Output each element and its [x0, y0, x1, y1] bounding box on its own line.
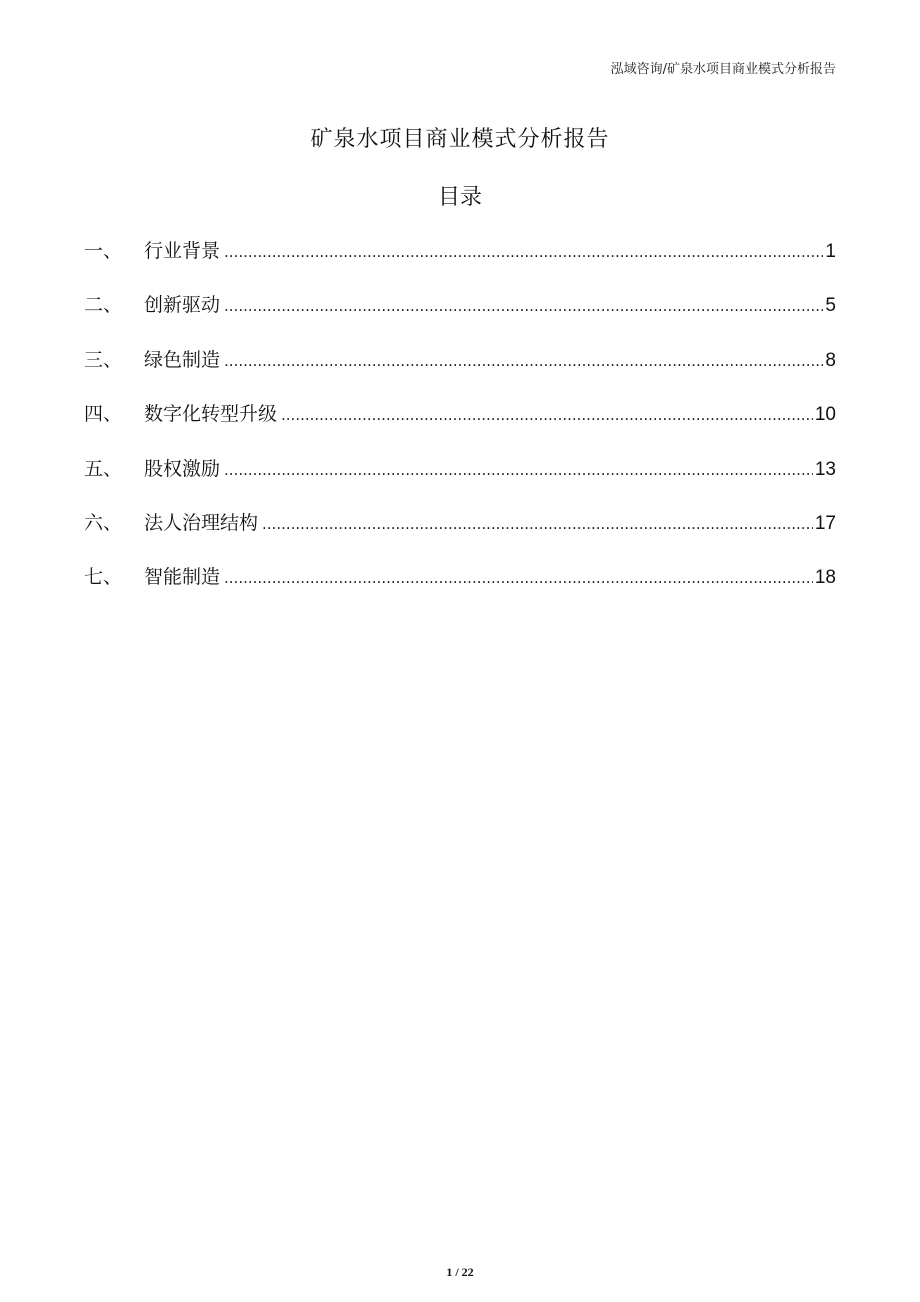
- dot-leader: [224, 448, 813, 492]
- toc-entry-label: 绿色制造: [144, 348, 221, 371]
- toc-entry-number: 三、: [84, 348, 123, 371]
- toc-entry-page: 10: [814, 404, 836, 426]
- toc-entry-label: 智能制造: [144, 566, 221, 589]
- dot-leader: [224, 556, 813, 600]
- toc-entry-1[interactable]: [84, 229, 836, 283]
- toc-entry-label: 行业背景: [144, 240, 221, 262]
- dot-leader: [262, 502, 813, 546]
- dot-leader: [281, 393, 813, 437]
- page-number-footer: 1 / 22: [446, 1265, 474, 1279]
- toc-entry-page: 8: [825, 349, 836, 371]
- toc-entry-page: 13: [814, 458, 836, 480]
- toc-entry-4[interactable]: [84, 392, 836, 446]
- toc-entry-2[interactable]: [84, 283, 836, 337]
- toc-entry-number: 二、: [84, 294, 123, 317]
- toc-entry-3[interactable]: [84, 338, 836, 392]
- toc-entry-6[interactable]: [84, 501, 836, 555]
- dot-leader: [224, 230, 823, 274]
- toc-entry-number: 七、: [84, 566, 123, 589]
- running-header: 泓域咨询/矿泉水项目商业模式分析报告: [610, 62, 836, 77]
- toc-entry-number: 一、: [84, 240, 123, 262]
- dot-leader: [224, 339, 823, 383]
- document-title: 矿泉水项目商业模式分析报告: [310, 127, 610, 152]
- toc-heading: 目录: [437, 185, 482, 210]
- toc-entry-page: 5: [825, 295, 836, 317]
- toc-entry-label: 法人治理结构: [144, 511, 259, 534]
- table-of-contents: [84, 229, 836, 610]
- toc-entry-number: 六、: [84, 511, 123, 534]
- toc-entry-page: 17: [814, 512, 836, 534]
- toc-entry-label: 创新驱动: [144, 294, 221, 317]
- toc-entry-number: 五、: [84, 457, 123, 480]
- toc-entry-5[interactable]: [84, 447, 836, 501]
- toc-entry-number: 四、: [84, 403, 123, 426]
- toc-entry-label: 股权激励: [144, 457, 221, 480]
- toc-entry-7[interactable]: [84, 555, 836, 609]
- dot-leader: [224, 284, 823, 328]
- toc-entry-label: 数字化转型升级: [144, 403, 278, 426]
- toc-entry-page: 18: [814, 567, 836, 589]
- toc-entry-page: 1: [825, 241, 836, 262]
